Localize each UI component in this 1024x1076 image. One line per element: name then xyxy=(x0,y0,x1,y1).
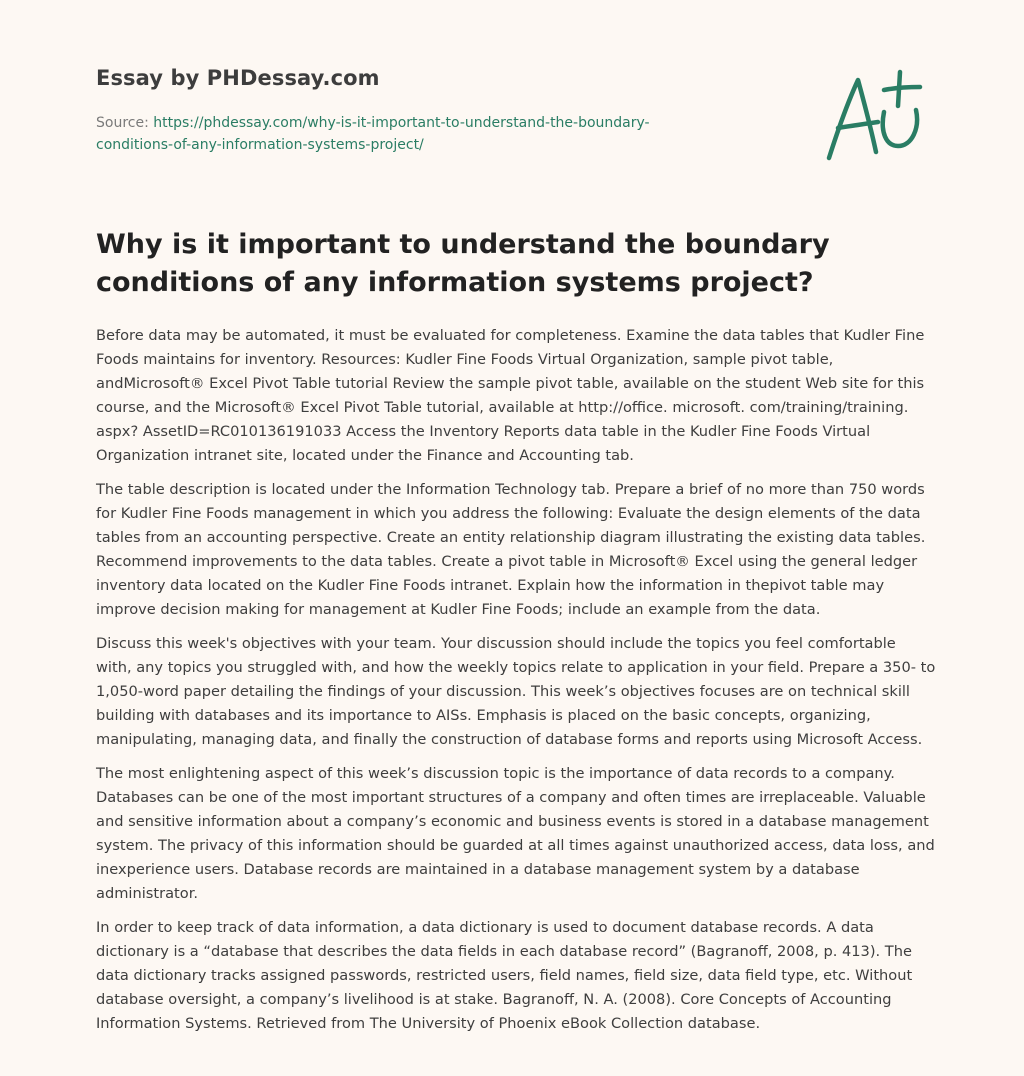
source-link-line2: conditions-of-any-information-systems-project/ xyxy=(96,137,424,153)
article-title: Why is it important to understand the boundary conditions of any information systems project? xyxy=(96,229,830,298)
source-line xyxy=(96,112,716,156)
article-paragraph: Before data may be automated, it must be evaluated for completeness. Examine the data tables that Kudler Fine Foods maintains for inventory. Resources: Kudler Fine Foods Virtual Organization, sample pivot table, andMicrosoft® Excel Pivot Table tutorial Review the sample pivot table, available on the student Web site for this course, and the Microsoft® Excel Pivot Table tutorial, available at http://office. microsoft. com/training/training. aspx? AssetID=RC010136191033 Access the Inventory Reports data table in the Kudler Fine Foods Virtual Organization intranet site, located under the Finance and Accounting tab. xyxy=(96,327,925,464)
site-brand: Essay by PHDessay.com xyxy=(96,66,380,90)
article-body xyxy=(96,324,936,1046)
article-paragraph: The table description is located under the Information Technology tab. Prepare a brief of no more than 750 words for Kudler Fine Foods management in which you address the following: Evaluate the design elements of the data tables from an accounting perspective. Create an entity relationship diagram illustrating the existing data tables. Recommend improvements to the data tables. Create a pivot table in Microsoft® Excel using the general ledger inventory data located on the Kudler Fine Foods intranet. Explain how the information in thepivot table may improve decision making for management at Kudler Fine Foods; include an example from the data. xyxy=(96,481,926,618)
source-link-line1: https://phdessay.com/why-is-it-important-to-understand-the-boundary- xyxy=(153,115,650,131)
article-paragraph: Discuss this week's objectives with your team. Your discussion should include the topics you feel comfortable with, any topics you struggled with, and how the weekly topics relate to application in your field. Prepare a 350- to 1,050-word paper detailing the findings of your discussion. This week’s objectives focuses are on technical skill building with databases and its importance to AISs. Emphasis is placed on the basic concepts, organizing, manipulating, managing data, and finally the construction of database forms and reports using Microsoft Access. xyxy=(96,635,936,748)
source-link[interactable] xyxy=(96,115,650,153)
a-plus-grade-icon xyxy=(820,66,932,166)
source-label: Source: xyxy=(96,115,149,131)
article-paragraph: The most enlightening aspect of this week’s discussion topic is the importance of data records to a company. Databases can be one of the most important structures of a company and often times are irreplaceable. Valuable and sensitive information about a company’s economic and business events is stored in a database management system. The privacy of this information should be guarded at all times against unauthorized access, data loss, and inexperience users. Database records are maintained in a database management system by a database administrator. xyxy=(96,765,935,902)
article-paragraph: In order to keep track of data information, a data dictionary is used to document database records. A data dictionary is a “database that describes the data fields in each database record” (Bagranoff, 2008, p. 413). The data dictionary tracks assigned passwords, restricted users, field names, field size, data field type, etc. Without database oversight, a company’s livelihood is at stake. Bagranoff, N. A. (2008). Core Concepts of Accounting Information Systems. Retrieved from The University of Phoenix eBook Collection database. xyxy=(96,919,913,1032)
